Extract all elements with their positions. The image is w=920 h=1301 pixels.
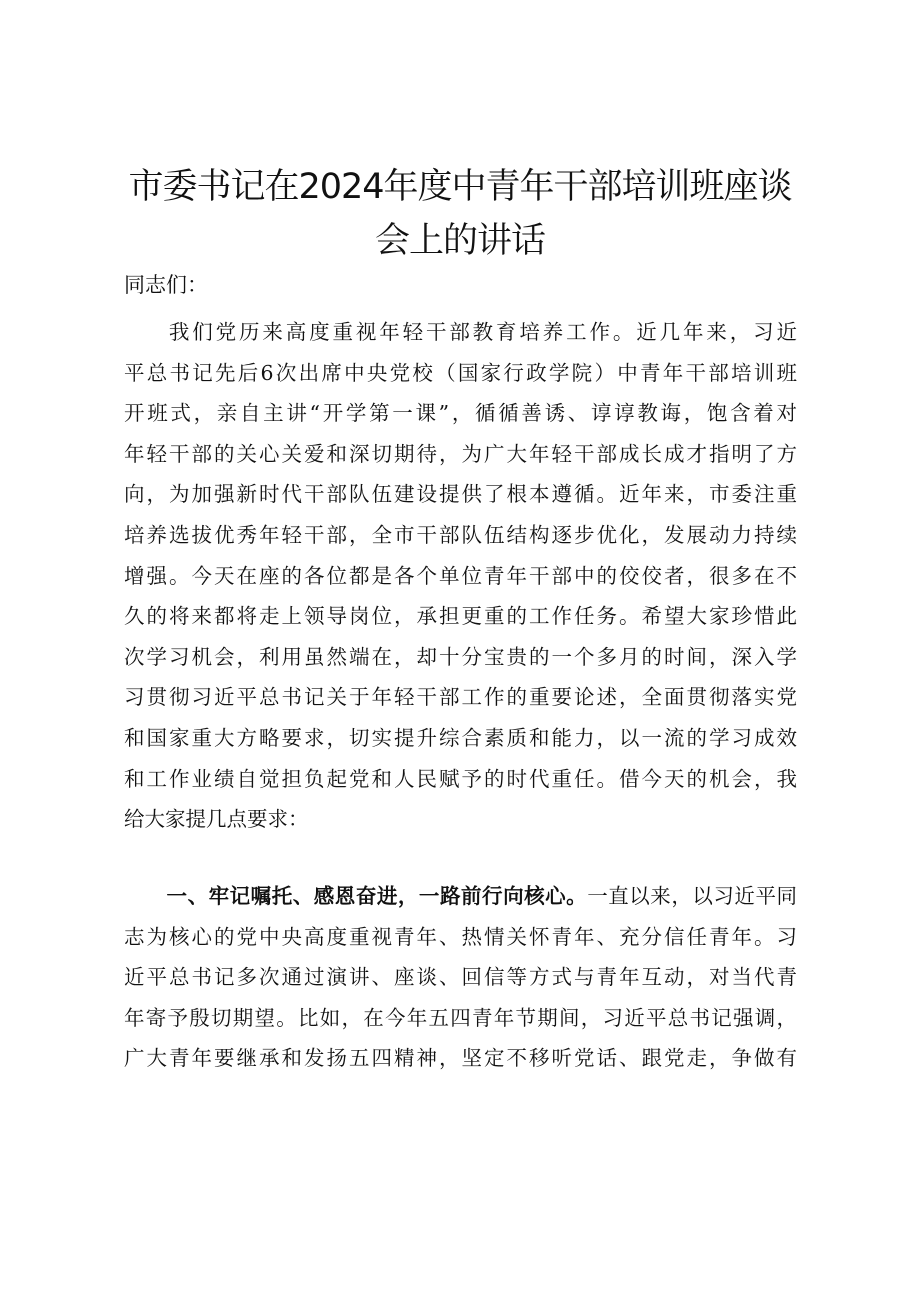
paragraph-line: 志为核心的党中央高度重视青年、热情关怀青年、充分信任青年。习	[124, 924, 797, 949]
title-line-1: 市委书记在2024年度中青年干部培训班座谈	[128, 167, 792, 207]
paragraph-line: 广大青年要继承和发扬五四精神，坚定不移听党话、跟党走，争做有	[124, 1046, 797, 1071]
paragraph-line: 开班式，亲自主讲“开学第一课”，循循善诱、谆谆教诲，饱含着对	[124, 401, 797, 426]
paragraph-intro	[124, 312, 797, 840]
paragraph-line: 久的将来都将走上领导岗位，承担更重的工作任务。希望大家珍惜此	[124, 604, 797, 629]
paragraph-line: 给大家提几点要求：	[124, 807, 309, 832]
paragraph-line: 平总书记先后6次出席中央党校（国家行政学院）中青年干部培训班	[124, 360, 797, 385]
paragraph-line: 增强。今天在座的各位都是各个单位青年干部中的佼佼者，很多在不	[124, 563, 797, 588]
salutation: 同志们：	[124, 273, 208, 297]
section-heading: 一、牢记嘱托、感恩奋进，一路前行向核心。	[166, 884, 588, 908]
paragraph-line: 和国家重大方略要求，切实提升综合素质和能力，以一流的学习成效	[124, 725, 797, 750]
title-line-2: 会上的讲话	[374, 221, 545, 261]
paragraph-line: 年寄予殷切期望。比如，在今年五四青年节期间，习近平总书记强调，	[124, 1005, 797, 1030]
paragraph-line: 我们党历来高度重视年轻干部教育培养工作。近几年来，习近	[166, 320, 797, 344]
paragraph-line: 年轻干部的关心关爱和深切期待，为广大年轻干部成长成才指明了方	[124, 441, 797, 466]
paragraph-line: 近平总书记多次通过演讲、座谈、回信等方式与青年互动，对当代青	[124, 965, 797, 990]
document-title	[110, 160, 810, 268]
paragraph-line: 培养选拔优秀年轻干部，全市干部队伍结构逐步优化，发展动力持续	[124, 522, 797, 547]
paragraph-section-one	[124, 876, 797, 1079]
paragraph-line: 和工作业绩自觉担负起党和人民赋予的时代重任。借今天的机会，我	[124, 766, 797, 791]
paragraph-line: 习贯彻习近平总书记关于年轻干部工作的重要论述，全面贯彻落实党	[124, 685, 797, 710]
paragraph-line: 向，为加强新时代干部队伍建设提供了根本遵循。近年来，市委注重	[124, 482, 797, 507]
paragraph-line: 次学习机会，利用虽然端在，却十分宝贵的一个多月的时间，深入学	[124, 644, 797, 669]
paragraph-line: 一、牢记嘱托、感恩奋进，一路前行向核心。一直以来，以习近平同	[166, 884, 797, 908]
